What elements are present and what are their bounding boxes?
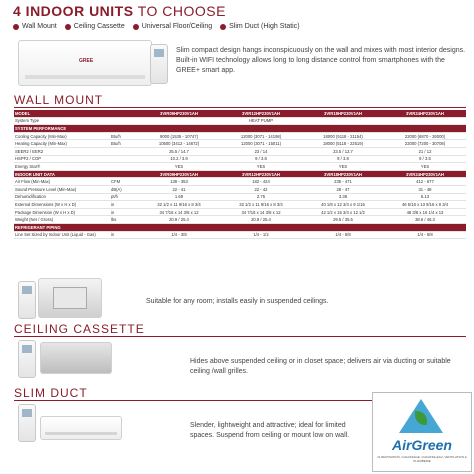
ceiling-cassette-unit-image xyxy=(38,278,102,318)
table-cell: YES xyxy=(220,163,302,171)
table-cell: 28 - 47 xyxy=(302,185,384,193)
table-cell: 9 / 3.5 xyxy=(384,155,466,163)
table-cell: Weight (Net / Gross) xyxy=(14,216,110,224)
table-cell: 22000 (6870 - 26000) xyxy=(384,132,466,140)
table-cell: 42 1/2 x 15 3/4 x 12 1/2 xyxy=(302,208,384,216)
table-cell: 38.6 / 46.3 xyxy=(384,216,466,224)
table-row xyxy=(14,216,466,224)
table-cell xyxy=(110,223,138,231)
bullet-icon xyxy=(220,24,226,30)
page-title: 4 INDOOR UNITS TO CHOOSE xyxy=(13,3,226,19)
table-row xyxy=(14,231,466,239)
remote-control-image xyxy=(18,404,36,442)
table-cell: 12000 (3071 - 15011) xyxy=(220,140,302,148)
table-cell: Btu/h xyxy=(110,140,138,148)
ceiling-cassette-heading: CEILING CASSETTE xyxy=(14,322,145,336)
table-cell: 9 / 3.8 xyxy=(220,155,302,163)
bullet-icon xyxy=(133,24,139,30)
table-cell: 34 7/16 x 14 3/8 x 12 xyxy=(220,208,302,216)
table-group-row xyxy=(14,223,466,231)
table-cell: 182 - 424 xyxy=(220,178,302,186)
table-cell: 23.5 / 12.7 xyxy=(302,147,384,155)
table-cell: 139 - 353 xyxy=(138,178,220,186)
table-cell xyxy=(302,117,384,125)
table-cell: CFM xyxy=(110,178,138,186)
table-cell xyxy=(138,125,220,133)
table-header-cell: MODEL xyxy=(14,110,110,117)
brand-label: GREE xyxy=(79,58,94,64)
table-cell: 3.38 xyxy=(302,193,384,201)
table-cell: Dehumidification xyxy=(14,193,110,201)
remote-control-image xyxy=(150,44,168,84)
slim-duct-description: Slender, lightweight and attractive; ideal for limited spaces. Suspend from ceiling or mount low on wall. xyxy=(190,422,350,439)
table-cell: Btu/h xyxy=(110,132,138,140)
slim-duct-unit-image xyxy=(40,416,122,440)
table-cell: Package Dimension (W x H x D) xyxy=(14,208,110,216)
concealed-duct-unit-image xyxy=(40,342,112,374)
intro-description: Slim compact design hangs inconspicuously on the wall and mixes with most interior designs. Built-in WIFI technology allows long to long distance control from smartphones with the GREE+ smart app. xyxy=(176,47,466,74)
table-cell: 34 7/16 x 14 3/8 x 12 xyxy=(138,208,220,216)
table-header-cell: 3VIR24HP230V1AH xyxy=(384,110,466,117)
table-cell: HSPF2 / COP xyxy=(14,155,110,163)
table-cell: 32 1/2 x 11 9/16 x 8 3/4 xyxy=(138,201,220,209)
table-cell: pt/h xyxy=(110,193,138,201)
section-divider xyxy=(14,107,466,108)
table-cell: 25.5 / 14.7 xyxy=(138,147,220,155)
table-cell: INDOOR UNIT DATA xyxy=(14,170,110,178)
bullet-icon xyxy=(13,24,19,30)
table-cell xyxy=(138,117,220,125)
unit-type-legend xyxy=(13,23,300,30)
table-cell: 9000 (1535 - 10747) xyxy=(138,132,220,140)
table-cell: 18000 (5118 - 21154) xyxy=(302,132,384,140)
wall-mount-heading: WALL MOUNT xyxy=(14,93,104,107)
legend-item-floor-ceiling: Universal Floor/Ceiling xyxy=(133,23,212,30)
table-group-row xyxy=(14,170,466,178)
table-cell: 22 - 41 xyxy=(138,185,220,193)
table-cell: 2.75 xyxy=(220,193,302,201)
table-cell: Air Flow (Min-Max) xyxy=(14,178,110,186)
table-cell xyxy=(110,117,138,125)
table-cell: 412 - 677 xyxy=(384,178,466,186)
table-cell: 1/4 - 5/8 xyxy=(302,231,384,239)
table-cell: 1/4 - 3/8 xyxy=(138,231,220,239)
table-cell: in xyxy=(110,201,138,209)
table-cell xyxy=(138,223,220,231)
table-cell: 10500 (3412 - 14672) xyxy=(138,140,220,148)
table-cell xyxy=(302,125,384,133)
table-cell: SYSTEM PERFORMANCE xyxy=(14,125,110,133)
table-cell: External Dimensions (W x H x D) xyxy=(14,201,110,209)
legend-item-slim-duct: Slim Duct (High Static) xyxy=(220,23,299,30)
table-cell: 3VIR18HP230V1AH xyxy=(302,170,384,178)
legend-item-wall-mount: Wall Mount xyxy=(13,23,57,30)
table-cell: 40 1/8 x 12 3/4 x 9 1/16 xyxy=(302,201,384,209)
table-cell: 22 - 42 xyxy=(220,185,302,193)
table-cell: 1/4 - 1/2 xyxy=(220,231,302,239)
table-cell: YES xyxy=(384,163,466,171)
table-cell: 23 / 14 xyxy=(220,147,302,155)
table-row xyxy=(14,163,466,171)
table-cell: 12000 (3071 - 14198) xyxy=(220,132,302,140)
table-row xyxy=(14,155,466,163)
table-row xyxy=(14,117,466,125)
table-cell: 22000 (7200 - 30708) xyxy=(384,140,466,148)
table-cell: 3VIR12HP230V1AH xyxy=(220,170,302,178)
table-header-cell xyxy=(110,110,138,117)
table-cell: SEER2 / EER2 xyxy=(14,147,110,155)
table-cell xyxy=(110,163,138,171)
airgreen-logo xyxy=(372,392,472,472)
table-cell: dB(A) xyxy=(110,185,138,193)
spec-table-body xyxy=(14,110,466,239)
table-cell: 20.9 / 25.4 xyxy=(220,216,302,224)
table-cell: 10.2 / 3.9 xyxy=(138,155,220,163)
table-row xyxy=(14,178,466,186)
table-cell: Cooling Capacity (Min-Max) xyxy=(14,132,110,140)
table-cell: System Type xyxy=(14,117,110,125)
ceiling-cassette-description: Hides above suspended ceiling or in closet space; delivers air via ducting or suitable ceiling /wall grilles. xyxy=(190,358,451,375)
remote-control-image xyxy=(18,340,36,378)
table-cell xyxy=(384,125,466,133)
table-cell xyxy=(110,147,138,155)
table-row xyxy=(14,201,466,209)
table-cell: 20.9 / 25.4 xyxy=(138,216,220,224)
table-cell: 32 1/2 x 11 9/16 x 8 3/4 xyxy=(220,201,302,209)
table-cell: Heating Capacity (Min-Max) xyxy=(14,140,110,148)
table-cell: Line Set Sized by Indoor Unit (Liquid - Gas) xyxy=(14,231,110,239)
table-row xyxy=(14,147,466,155)
table-cell xyxy=(110,155,138,163)
table-cell: 3VIR09HP230V1AH xyxy=(138,170,220,178)
table-cell: 29.5 / 35.5 xyxy=(302,216,384,224)
wall-mount-unit-image xyxy=(18,40,152,86)
slim-duct-heading: SLIM DUCT xyxy=(14,386,88,400)
table-header-cell: 3VIR12HP230V1AH xyxy=(220,110,302,117)
table-header-row xyxy=(14,110,466,117)
legend-item-ceiling-cassette: Ceiling Cassette xyxy=(65,23,125,30)
table-cell: Energy Star® xyxy=(14,163,110,171)
table-cell xyxy=(110,125,138,133)
table-cell: 1.69 xyxy=(138,193,220,201)
table-cell xyxy=(384,117,466,125)
table-cell xyxy=(384,223,466,231)
remote-control-image xyxy=(18,281,36,319)
table-cell: lbs xyxy=(110,216,138,224)
cassette-description: Suitable for any room; installs easily in suspended ceilings. xyxy=(146,298,329,305)
table-cell xyxy=(302,223,384,231)
table-row xyxy=(14,132,466,140)
table-cell xyxy=(110,170,138,178)
table-cell: 21 / 12 xyxy=(384,147,466,155)
bullet-icon xyxy=(65,24,71,30)
table-cell: 9 / 3.8 xyxy=(302,155,384,163)
table-cell: YES xyxy=(138,163,220,171)
spec-table xyxy=(14,110,466,239)
table-cell: 46 5/16 x 13 9/16 x 9 3/4 xyxy=(384,201,466,209)
table-cell xyxy=(220,125,302,133)
table-cell xyxy=(220,223,302,231)
table-cell: REFRIGERANT PIPING xyxy=(14,223,110,231)
table-header-cell: 3VIR18HP230V1AH xyxy=(302,110,384,117)
table-cell: 18000 (5118 - 22519) xyxy=(302,140,384,148)
table-cell: 1/4 - 5/8 xyxy=(384,231,466,239)
logo-tagline: CLIMATISATION, CHAUFFAGE, CHAUFFE-EAU, VENTILATION & PLOMBERIE xyxy=(377,455,467,463)
table-cell: 6.13 xyxy=(384,193,466,201)
table-row xyxy=(14,140,466,148)
table-group-row xyxy=(14,125,466,133)
table-cell: 3VIR24HP230V1AH xyxy=(384,170,466,178)
table-row xyxy=(14,185,466,193)
table-cell: in xyxy=(110,231,138,239)
table-cell: 48 3/8 x 16 1/4 x 13 xyxy=(384,208,466,216)
table-cell: in xyxy=(110,208,138,216)
logo-name: AirGreen xyxy=(392,437,452,453)
table-cell: 31 - 48 xyxy=(384,185,466,193)
table-cell: 235 - 471 xyxy=(302,178,384,186)
table-row xyxy=(14,193,466,201)
table-cell: Sound Pressure Level (Min-Max) xyxy=(14,185,110,193)
table-row xyxy=(14,208,466,216)
table-header-cell: 3VIR09HP230V1AH xyxy=(138,110,220,117)
section-divider xyxy=(14,336,466,337)
table-cell: HEAT PUMP xyxy=(220,117,302,125)
table-cell: YES xyxy=(302,163,384,171)
